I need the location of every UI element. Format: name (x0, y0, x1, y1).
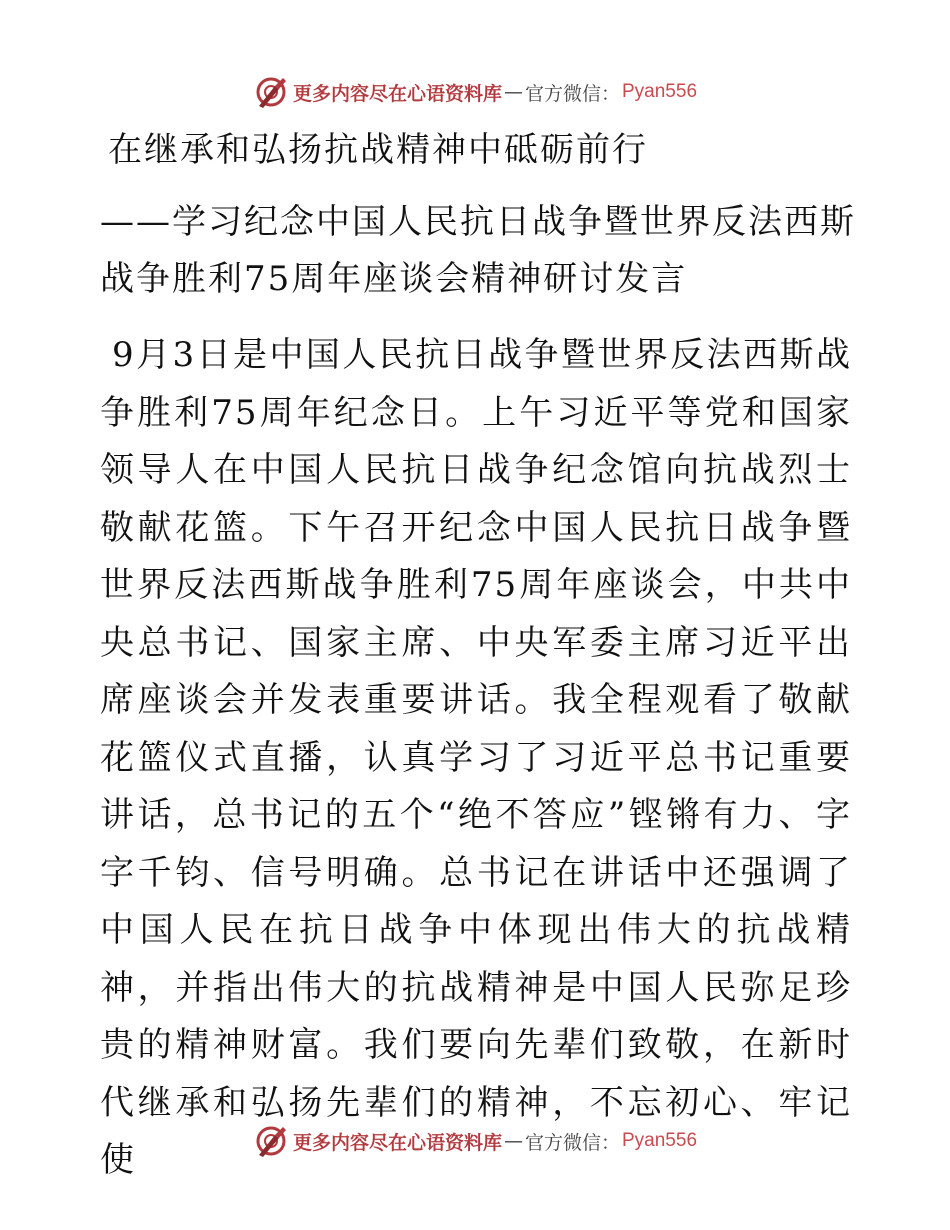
watermark-wechat-id: Pyan556 (622, 1130, 698, 1151)
pen-logo-icon (253, 1123, 289, 1159)
watermark-wechat-label: 官方微信： (524, 82, 620, 105)
watermark-wechat-label: 官方微信： (524, 1131, 620, 1154)
watermark-main-text: 更多内容尽在心语资料库 (292, 82, 502, 105)
document-body-paragraph: 9月3日是中国人民抗日战争暨世界反法西斯战争胜利75周年纪念日。上午习近平等党和国家领导人在中国人民抗日战争纪念馆向抗战烈士敬献花篮。下午召开纪念中国人民抗日战争暨世界反法西斯战争胜利75周年座谈会，中共中央总书记、国家主席、中央军委主席习近平出席座谈会并发表重要讲话。我全程观看了敬献花篮仪式直播，认真学习了习近平总书记重要讲话，总书记的五个“绝不答应”铿锵有力、字字千钧、信号明确。总书记在讲话中还强调了中国人民在抗日战争中体现出伟大的抗战精神，并指出伟大的抗战精神是中国人民弥足珍贵的精神财富。我们要向先辈们致敬，在新时代继承和弘扬先辈们的精神，不忘初心、牢记使 (100, 335, 852, 1180)
pen-logo-icon (253, 74, 289, 110)
watermark-separator: — (503, 81, 523, 103)
watermark-wechat-id: Pyan556 (622, 81, 698, 102)
document-subtitle: ——学习纪念中国人民抗日战争暨世界反法西斯战争胜利75周年座谈会精神研讨发言 (100, 202, 856, 299)
watermark-separator: — (503, 1130, 523, 1152)
watermark-main-text: 更多内容尽在心语资料库 (292, 1131, 502, 1154)
document-title: 在继承和弘扬抗战精神中砥砺前行 (108, 130, 648, 170)
watermark-footer (0, 1121, 950, 1161)
watermark-header (0, 72, 950, 112)
